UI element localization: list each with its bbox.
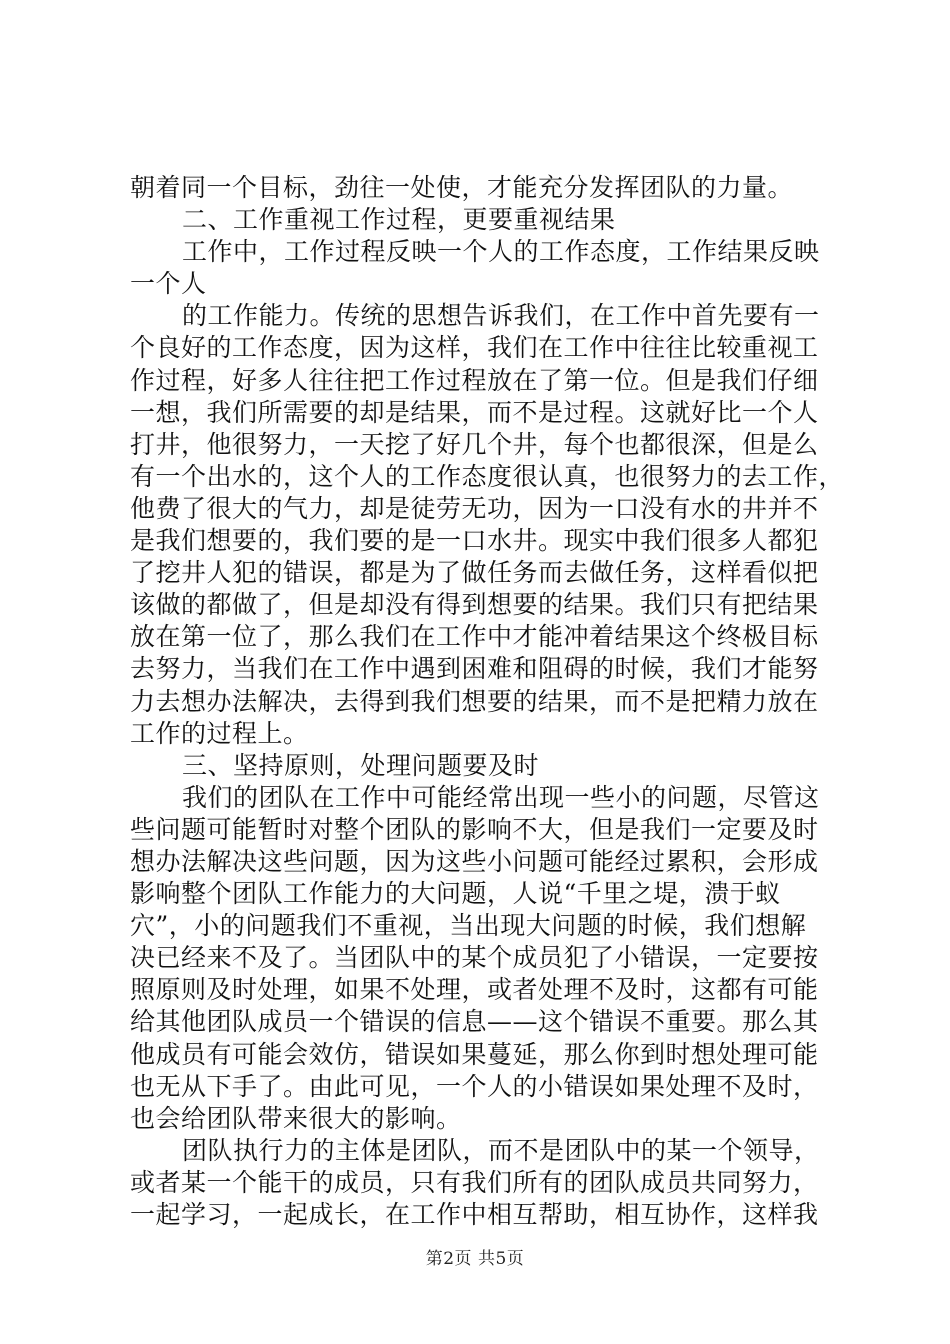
text-line: 打井，他很努力，一天挖了好几个井，每个也都很深，但是么: [130, 429, 819, 459]
text-line: 是我们想要的，我们要的是一口水井。现实中我们很多人都犯: [130, 526, 819, 556]
text-line: 团队执行力的主体是团队，而不是团队中的某一个领导，: [182, 1135, 820, 1165]
text-line: 给其他团队成员一个错误的信息——这个错误不重要。那么其: [130, 1007, 819, 1037]
text-line: 放在第一位了，那么我们在工作中才能冲着结果这个终极目标: [130, 622, 819, 652]
text-line: 一想，我们所需要的却是结果，而不是过程。这就好比一个人: [130, 397, 819, 427]
text-line: 该做的都做了，但是却没有得到想要的结果。我们只有把结果: [130, 590, 819, 620]
text-line: 他成员有可能会效仿，错误如果蔓延，那么你到时想处理可能: [130, 1039, 819, 1069]
text-line: 照原则及时处理，如果不处理，或者处理不及时，这都有可能: [130, 975, 819, 1005]
text-line: 一起学习，一起成长，在工作中相互帮助，相互协作，这样我: [130, 1200, 819, 1229]
text-line: 也会给团队带来很大的影响。: [130, 1103, 462, 1133]
text-line: 想办法解决这些问题，因为这些小问题可能经过累积，会形成: [130, 846, 819, 876]
text-line: 决已经来不及了。当团队中的某个成员犯了小错误，一定要按: [130, 943, 819, 973]
text-line: 一个人: [130, 269, 207, 299]
text-line: 穴”，小的问题我们不重视，当出现大问题的时候，我们想解: [130, 911, 807, 941]
text-line: 去努力，当我们在工作中遇到困难和阻碍的时候，我们才能努: [130, 654, 819, 684]
text-line: 力去想办法解决，去得到我们想要的结果，而不是把精力放在: [130, 686, 819, 716]
text-line: 有一个出水的，这个人的工作态度很认真，也很努力的去工作，: [130, 461, 845, 491]
page-footer: 第2页 共5页: [425, 1249, 525, 1269]
text-line: 作过程，好多人往往把工作过程放在了第一位。但是我们仔细: [130, 365, 819, 395]
text-line: 工作的过程上。: [130, 718, 309, 748]
text-line: 二、工作重视工作过程，更要重视结果: [182, 205, 616, 235]
text-line: 些问题可能暂时对整个团队的影响不大，但是我们一定要及时: [130, 814, 819, 844]
text-line: 也无从下手了。由此可见，一个人的小错误如果处理不及时，: [130, 1071, 819, 1101]
text-line: 工作中，工作过程反映一个人的工作态度，工作结果反映: [182, 237, 820, 267]
text-line: 三、坚持原则，处理问题要及时: [182, 750, 540, 780]
text-line: 了挖井人犯的错误，都是为了做任务而去做任务，这样看似把: [130, 558, 819, 588]
text-line: 个良好的工作态度，因为这样，我们在工作中往往比较重视工: [130, 333, 819, 363]
text-line: 的工作能力。传统的思想告诉我们，在工作中首先要有一: [182, 301, 820, 331]
text-line: 我们的团队在工作中可能经常出现一些小的问题，尽管这: [182, 782, 820, 812]
text-line: 他费了很大的气力，却是徒劳无功，因为一口没有水的井并不: [130, 493, 819, 523]
text-line: 或者某一个能干的成员，只有我们所有的团队成员共同努力，: [130, 1167, 819, 1197]
document-body: [130, 172, 845, 1231]
text-line: 影响整个团队工作能力的大问题，人说“千里之堤，溃于蚁: [130, 879, 781, 909]
text-line: 朝着同一个目标，劲往一处使，才能充分发挥团队的力量。: [130, 173, 794, 202]
